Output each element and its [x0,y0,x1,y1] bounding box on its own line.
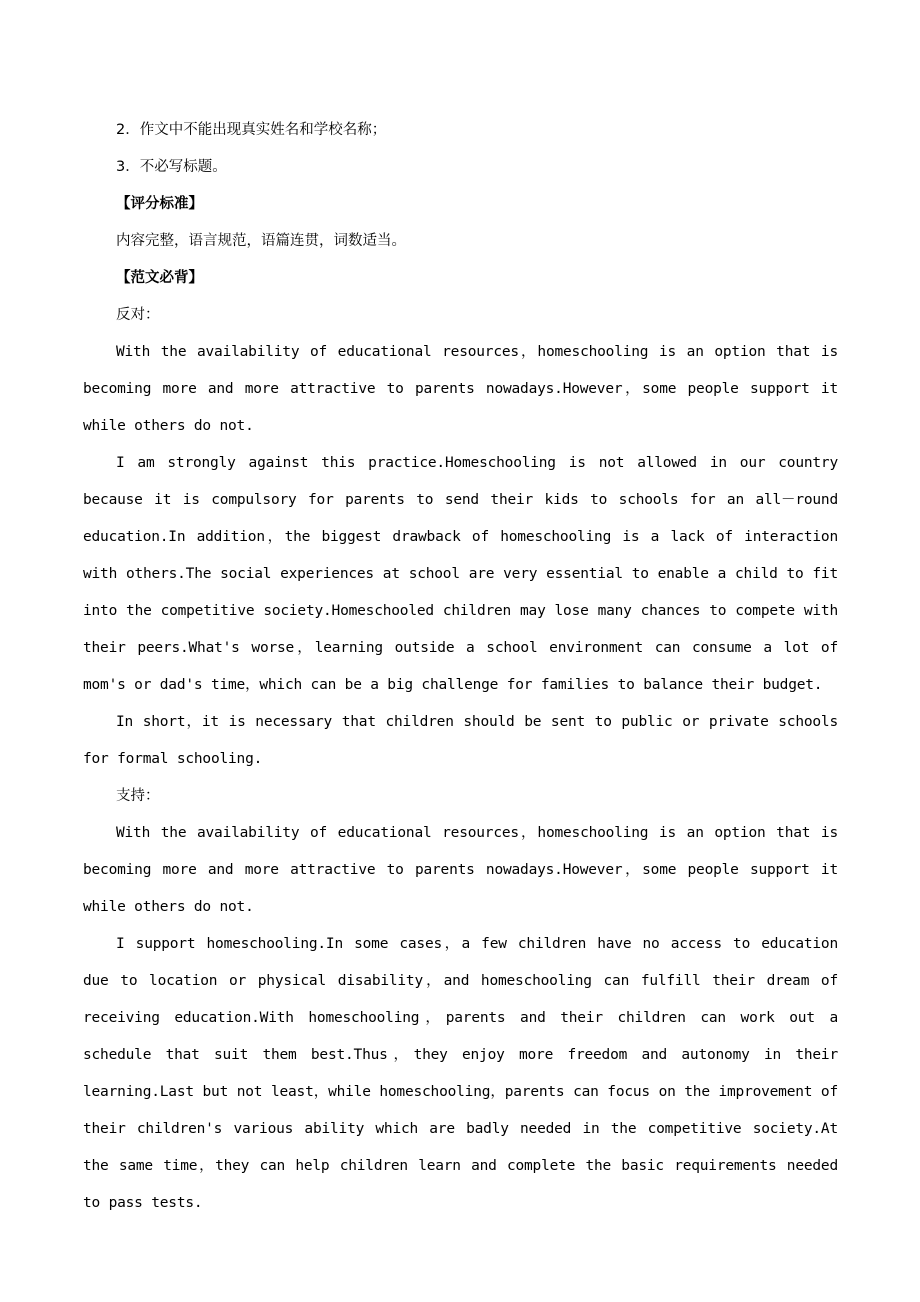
scoring-heading: 【评分标准】 [116,196,203,212]
requirement-2: 2．作文中不能出现真实姓名和学校名称； [116,122,387,138]
requirement-3: 3．不必写标题。 [116,159,227,175]
support-paragraph-2: I support homeschooling.In some cases，a few children have no access to education due to location or physical disability，and homeschooling can fulfill their dream of receiving education.With homeschooling，parents and their children can work out a schedule that suit them best.Thus，they enjoy more freedom and autonomy in their learning.Last but not least，while homeschooling，parents can focus on the improvement of their children's various ability which are badly needed in the competitive society.At the same time，they can help children learn and complete the basic requirements needed to pass tests. [83,936,838,1211]
model-heading: 【范文必背】 [116,270,203,286]
support-paragraph-1: With the availability of educational resources，homeschooling is an option that is becoming more and more attractive to parents nowadays.However，some people support it while others do not. [83,825,838,915]
against-label: 反对： [116,307,160,323]
support-label: 支持： [116,788,160,804]
scoring-text: 内容完整，语言规范，语篇连贯，词数适当。 [116,233,406,249]
against-paragraph-2: I am strongly against this practice.Homeschooling is not allowed in our country because it is compulsory for parents to send their kids to schools for an all－round education.In addition，the biggest drawback of homeschooling is a lack of interaction with others.The social experiences at school are very essential to enable a child to fit into the competitive society.Homeschooled children may lose many chances to compete with their peers.What's worse，learning outside a school environment can consume a lot of mom's or dad's time，which can be a big challenge for families to balance their budget. [83,455,838,693]
against-paragraph-1: With the availability of educational resources，homeschooling is an option that is becoming more and more attractive to parents nowadays.However，some people support it while others do not. [83,344,838,434]
against-paragraph-3: In short，it is necessary that children should be sent to public or private schools for formal schooling. [83,714,838,767]
document-page [83,112,838,1222]
